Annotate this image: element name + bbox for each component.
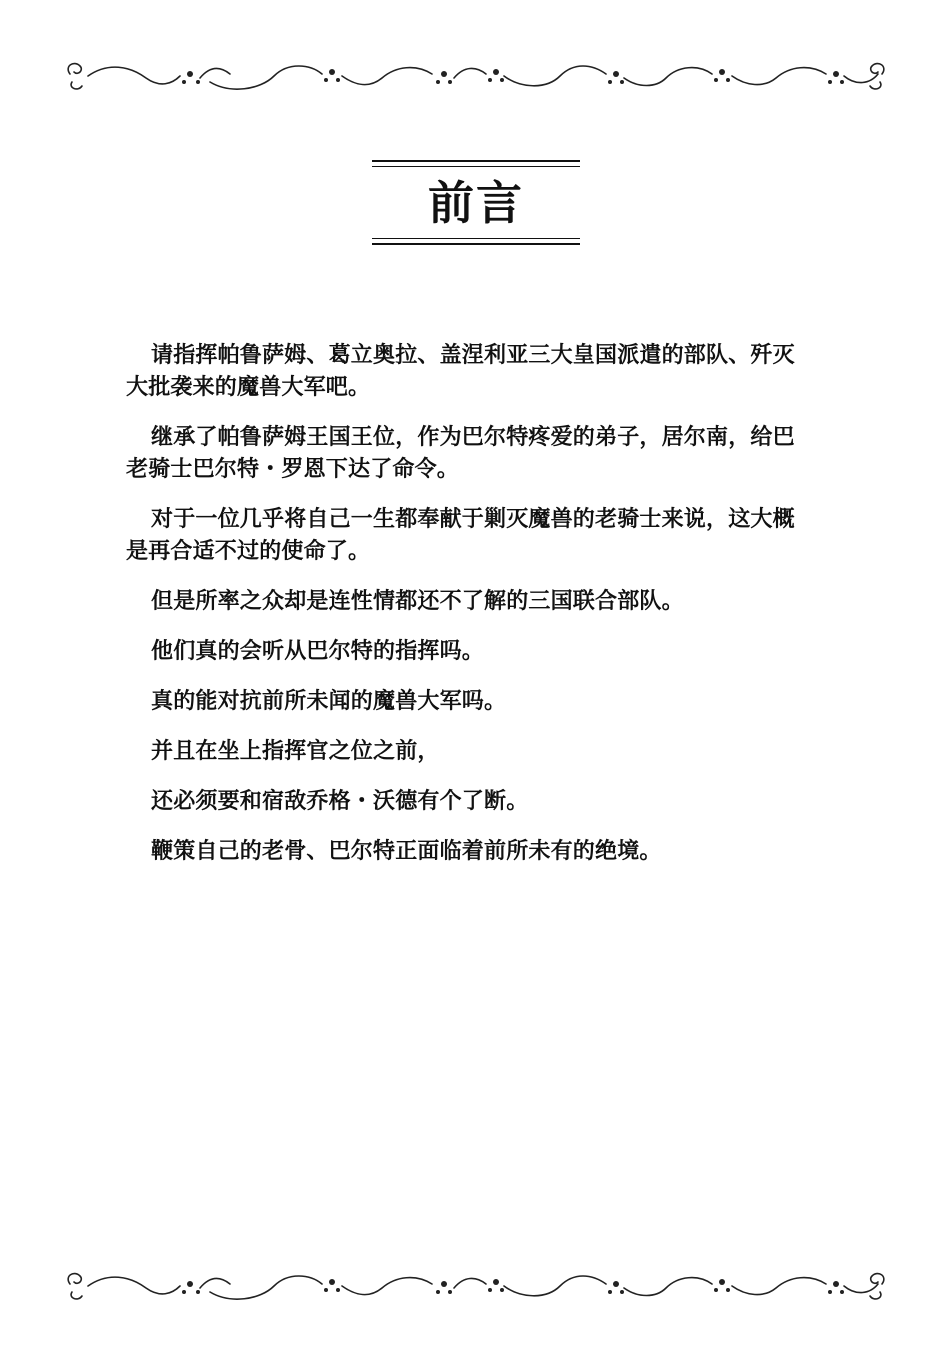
paragraph: 继承了帕鲁萨姆王国王位，作为巴尔特疼爱的弟子，居尔南，给巴老骑士巴尔特・罗恩下达了命令。 — [126, 425, 795, 482]
bottom-ornament-border — [60, 1262, 892, 1312]
title-rule-bottom-thin — [372, 238, 580, 239]
title-block — [372, 160, 580, 248]
paragraph: 并且在坐上指挥官之位之前， — [151, 739, 440, 764]
paragraph: 真的能对抗前所未闻的魔兽大军吗。 — [151, 689, 507, 714]
preface-body — [126, 340, 816, 886]
title-rule-bottom-thick — [372, 243, 580, 245]
paragraph: 对于一位几乎将自己一生都奉献于剿灭魔兽的老骑士来说，这大概是再合适不过的使命了。 — [126, 507, 795, 564]
top-ornament-border — [60, 52, 892, 102]
paragraph: 但是所率之众却是连性情都还不了解的三国联合部队。 — [151, 589, 684, 614]
title-rule-top-thin — [372, 166, 580, 167]
paragraph: 鞭策自己的老骨、巴尔特正面临着前所未有的绝境。 — [151, 839, 662, 864]
page-title: 前言 — [428, 176, 524, 230]
paragraph: 请指挥帕鲁萨姆、葛立奥拉、盖涅利亚三大皇国派遣的部队、歼灭大批袭来的魔兽大军吧。 — [126, 343, 795, 400]
paragraph: 他们真的会听从巴尔特的指挥吗。 — [151, 639, 485, 664]
paragraph: 还必须要和宿敌乔格・沃德有个了断。 — [151, 789, 529, 814]
title-rule-top-thick — [372, 160, 580, 162]
